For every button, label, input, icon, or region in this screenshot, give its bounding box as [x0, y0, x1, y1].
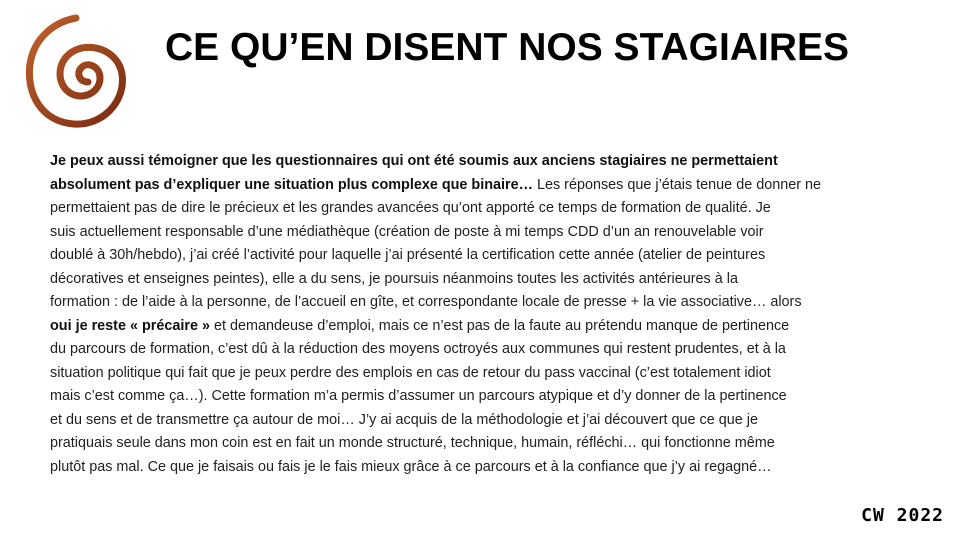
testimonial-line [50, 432, 940, 456]
body-text: du parcours de formation, c’est dû à la réduction des moyens octroyés aux communes qui restent prudentes, et à la [50, 341, 786, 357]
body-text: pratiquais seule dans mon coin est en fait un monde structuré, technique, humain, réfléchi… qui fonctionne même [50, 435, 775, 451]
emphasis-text: absolument pas d’expliquer une situation plus complexe que binaire… [50, 176, 533, 193]
body-text: suis actuellement responsable d’une médiathèque (création de poste à mi temps CDD d’un an renouvelable voir [50, 223, 764, 240]
testimonial-line [50, 362, 940, 386]
body-text: formation : de l’aide à la personne, de l’accueil en gîte, et correspondante locale de presse + la vie associative… alors [50, 294, 802, 310]
body-text: plutôt pas mal. Ce que je faisais ou fais je le fais mieux grâce à ce parcours et à la confiance que j’y ai regagné… [50, 458, 772, 475]
footer-credit: CW 2022 [861, 505, 944, 526]
page-title: CE QU’EN DISENT NOS STAGIAIRES [165, 26, 850, 69]
testimonial-line [50, 291, 940, 315]
body-text: permettaient pas de dire le précieux et les grandes avancées qu’ont apporté ce temps de formation de qualité. Je [50, 200, 771, 216]
body-text: Les réponses que j’étais tenue de donner ne [532, 176, 822, 193]
testimonial-line [50, 268, 940, 292]
testimonial-line [50, 315, 940, 339]
emphasis-text: Je peux aussi témoigner que les questionnaires qui ont été soumis aux anciens stagiaires ne permettaient [50, 153, 778, 169]
body-text: mais c’est comme ça…). Cette formation m’a permis d’assumer un parcours atypique et d’y donner de la pertinence [50, 388, 787, 404]
spiral-logo-icon [14, 10, 146, 152]
body-text: et demandeuse d’emploi, mais ce n’est pas de la faute au prétendu manque de pertinence [209, 317, 790, 334]
testimonial-line [50, 409, 940, 433]
testimonial-line [50, 150, 940, 174]
testimonial-line [50, 244, 940, 268]
body-text: décoratives et enseignes peintes), elle a du sens, je poursuis néanmoins toutes les activités antérieures à la [50, 270, 738, 287]
testimonial-line [50, 385, 940, 409]
emphasis-text: oui je reste « précaire » [50, 317, 210, 334]
testimonial-line [50, 456, 940, 480]
testimonial-line [50, 338, 940, 362]
body-text: situation politique qui fait que je peux perdre des emplois en cas de retour du pass vaccinal (c’est totalement idiot [50, 364, 771, 381]
testimonial-line [50, 221, 940, 245]
testimonial-line [50, 174, 940, 198]
body-text: et du sens et de transmettre ça autour de moi… J’y ai acquis de la méthodologie et j’ai découvert que ce que je [50, 411, 758, 428]
testimonial-text [50, 150, 940, 479]
body-text: doublé à 30h/hebdo), j’ai créé l’activité pour laquelle j’ai présenté la certification cette année (atelier de peintures [50, 247, 766, 263]
testimonial-line [50, 197, 940, 221]
